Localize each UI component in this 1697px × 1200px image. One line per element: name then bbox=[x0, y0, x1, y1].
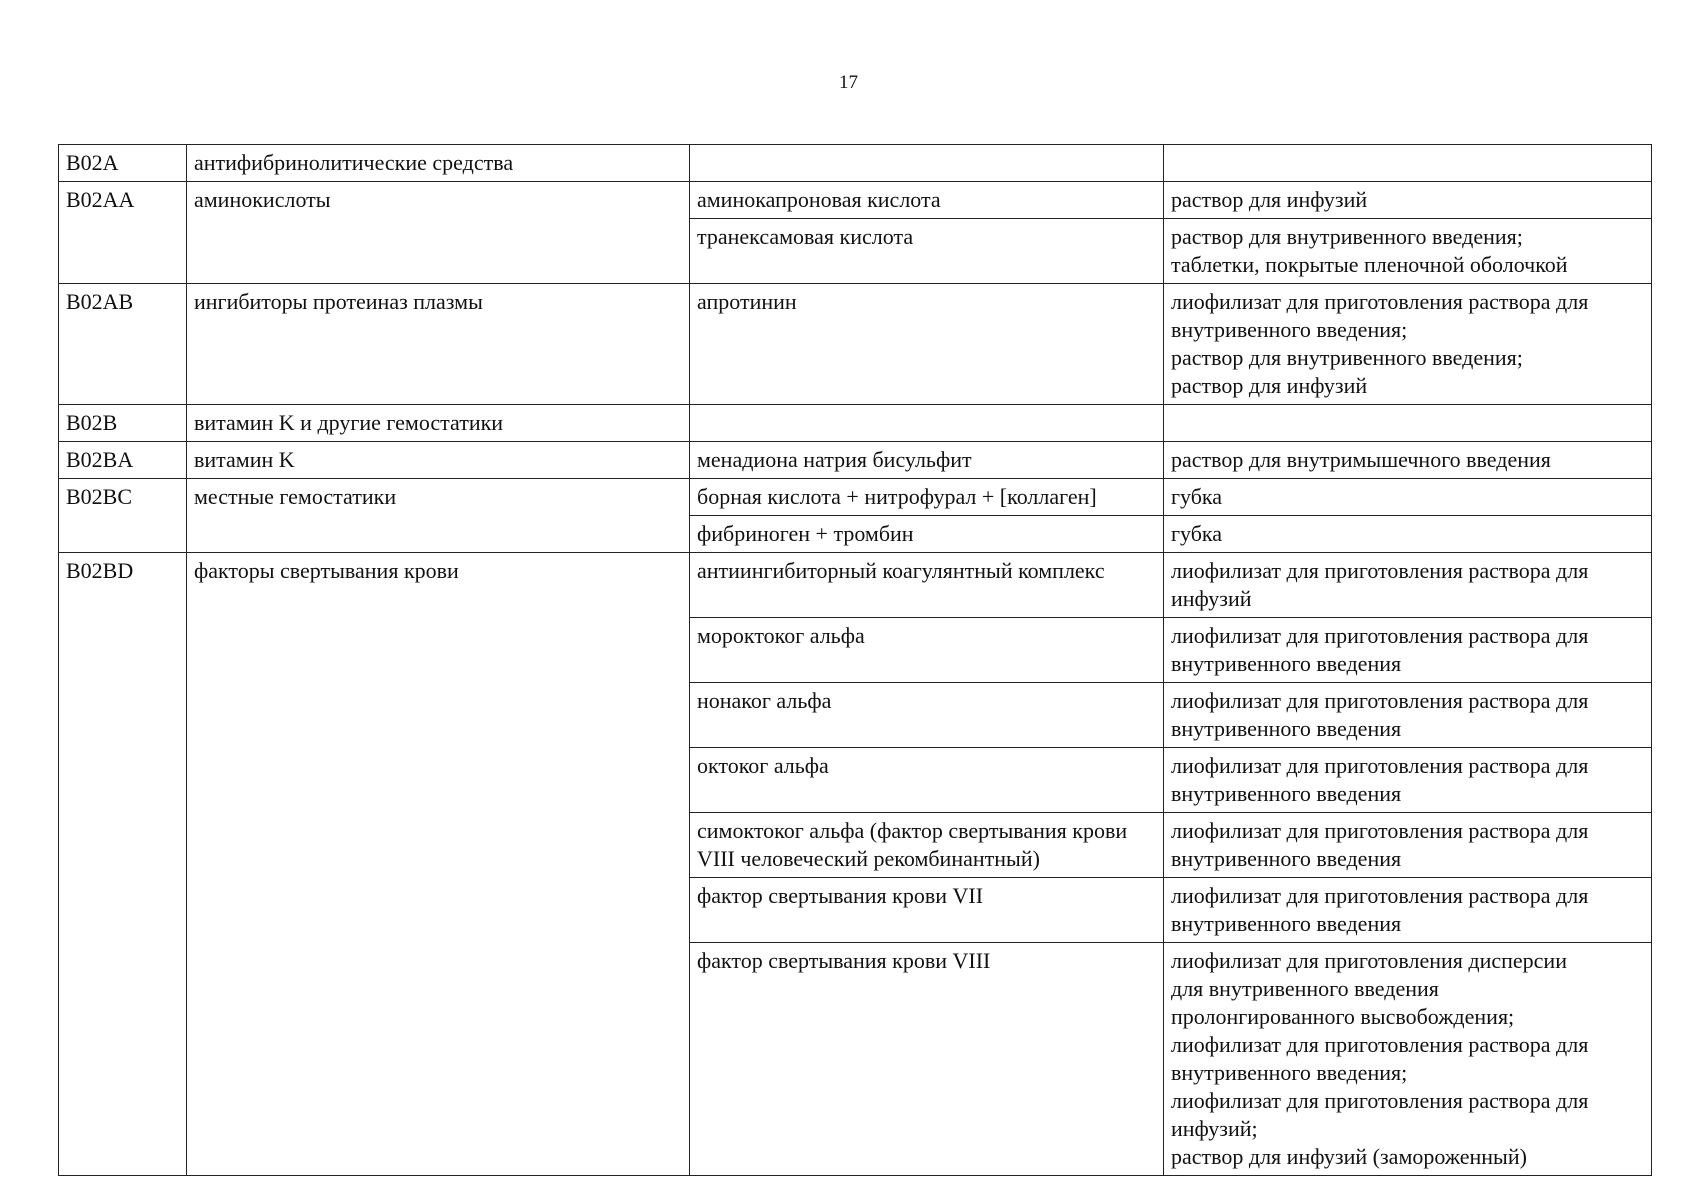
table-row bbox=[59, 405, 1652, 442]
drug-name-cell bbox=[690, 405, 1164, 442]
atc-code-cell: B02A bbox=[59, 145, 187, 182]
drug-name-cell: аминокапроновая кислота bbox=[690, 182, 1164, 219]
drug-name-cell: менадиона натрия бисульфит bbox=[690, 442, 1164, 479]
group-name-cell: факторы свертывания крови bbox=[187, 553, 690, 1176]
atc-code-cell: B02BC bbox=[59, 479, 187, 553]
drug-name-cell bbox=[690, 145, 1164, 182]
dosage-form-cell: лиофилизат для приготовления раствора для внутривенного введения bbox=[1164, 618, 1652, 683]
dosage-form-cell: губка bbox=[1164, 516, 1652, 553]
dosage-form-cell bbox=[1164, 145, 1652, 182]
atc-code-cell: B02BA bbox=[59, 442, 187, 479]
drug-name-cell: нонаког альфа bbox=[690, 683, 1164, 748]
drug-name-cell: симоктоког альфа (фактор свертывания крови VIII человеческий рекомбинантный) bbox=[690, 813, 1164, 878]
dosage-form-cell: лиофилизат для приготовления раствора для внутривенного введения bbox=[1164, 748, 1652, 813]
drug-name-cell: апротинин bbox=[690, 284, 1164, 405]
atc-code-cell: B02AB bbox=[59, 284, 187, 405]
table-row bbox=[59, 182, 1652, 219]
dosage-form-cell: лиофилизат для приготовления раствора для инфузий bbox=[1164, 553, 1652, 618]
drug-name-cell: фактор свертывания крови VII bbox=[690, 878, 1164, 943]
table-row bbox=[59, 284, 1652, 405]
drug-classification-table bbox=[58, 144, 1652, 1176]
dosage-form-cell: лиофилизат для приготовления раствора для внутривенного введения; раствор для внутривенного введения; раствор для инфузий bbox=[1164, 284, 1652, 405]
drug-name-cell: мороктоког альфа bbox=[690, 618, 1164, 683]
atc-code-cell: B02B bbox=[59, 405, 187, 442]
dosage-form-cell: губка bbox=[1164, 479, 1652, 516]
group-name-cell: витамин K и другие гемостатики bbox=[187, 405, 690, 442]
group-name-cell: ингибиторы протеиназ плазмы bbox=[187, 284, 690, 405]
drug-name-cell: октоког альфа bbox=[690, 748, 1164, 813]
table-row bbox=[59, 442, 1652, 479]
dosage-form-cell: раствор для внутримышечного введения bbox=[1164, 442, 1652, 479]
atc-code-cell: B02BD bbox=[59, 553, 187, 1176]
group-name-cell: антифибринолитические средства bbox=[187, 145, 690, 182]
drug-name-cell: антиингибиторный коагулянтный комплекс bbox=[690, 553, 1164, 618]
dosage-form-cell bbox=[1164, 405, 1652, 442]
dosage-form-cell: лиофилизат для приготовления дисперсии для внутривенного введения пролонгированного высвобождения; лиофилизат для приготовления раствора для внутривенного введения; лиофилизат для приготовления раствора для инфузий; раствор для инфузий (замороженный) bbox=[1164, 943, 1652, 1176]
drug-name-cell: борная кислота + нитрофурал + [коллаген] bbox=[690, 479, 1164, 516]
page-number: 17 bbox=[839, 72, 858, 93]
dosage-form-cell: раствор для внутривенного введения; таблетки, покрытые пленочной оболочкой bbox=[1164, 219, 1652, 284]
table-row bbox=[59, 479, 1652, 516]
dosage-form-cell: лиофилизат для приготовления раствора для внутривенного введения bbox=[1164, 878, 1652, 943]
dosage-form-cell: лиофилизат для приготовления раствора для внутривенного введения bbox=[1164, 683, 1652, 748]
drug-name-cell: транексамовая кислота bbox=[690, 219, 1164, 284]
atc-code-cell: B02AA bbox=[59, 182, 187, 284]
group-name-cell: аминокислоты bbox=[187, 182, 690, 284]
dosage-form-cell: раствор для инфузий bbox=[1164, 182, 1652, 219]
table-row bbox=[59, 145, 1652, 182]
group-name-cell: витамин K bbox=[187, 442, 690, 479]
drug-name-cell: фибриноген + тромбин bbox=[690, 516, 1164, 553]
table-row bbox=[59, 553, 1652, 618]
dosage-form-cell: лиофилизат для приготовления раствора для внутривенного введения bbox=[1164, 813, 1652, 878]
group-name-cell: местные гемостатики bbox=[187, 479, 690, 553]
drug-name-cell: фактор свертывания крови VIII bbox=[690, 943, 1164, 1176]
